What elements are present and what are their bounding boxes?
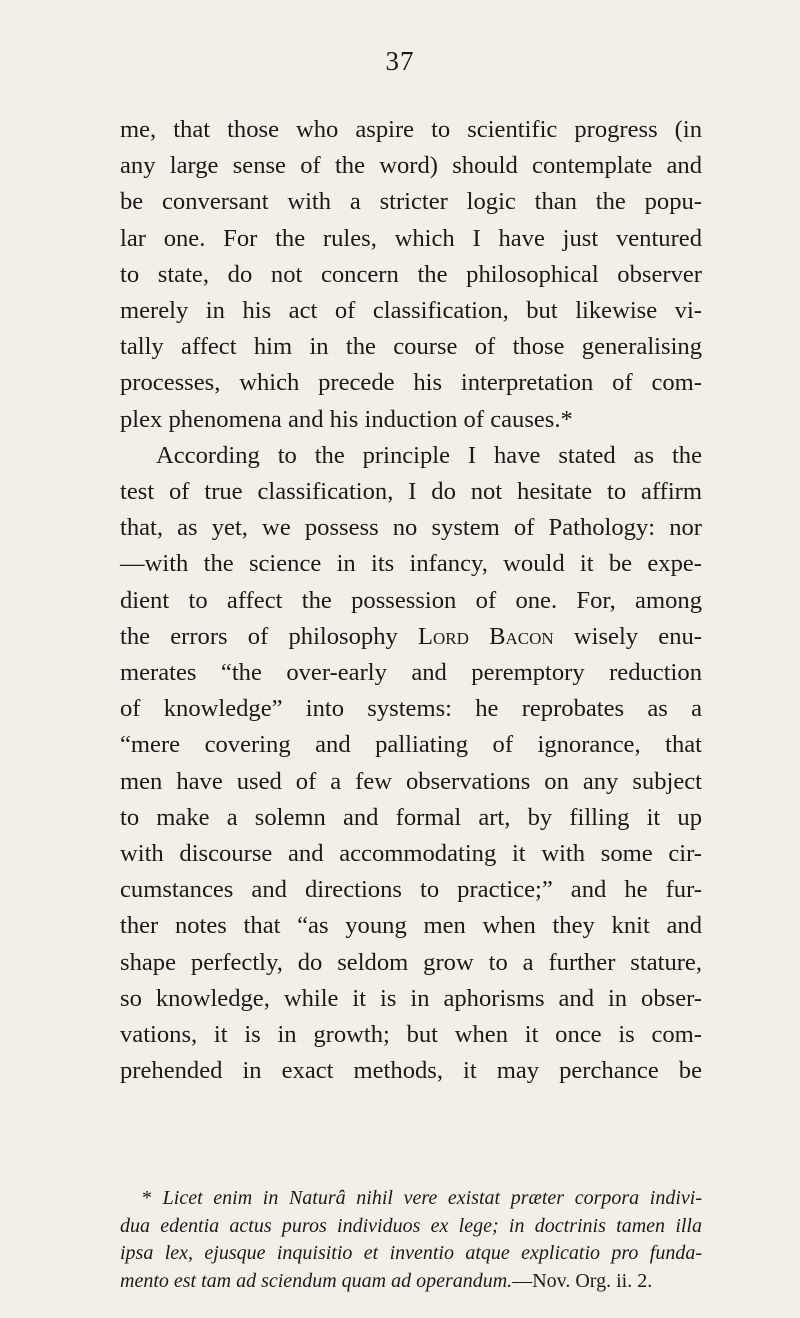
- text-line: that, as yet, we possess no system of Pathology: nor: [120, 514, 702, 542]
- text-line: cumstances and directions to practice;” and he fur-: [120, 876, 702, 904]
- text-line: According to the principle I have stated as the: [156, 441, 702, 469]
- text-line: any large sense of the word) should contemplate and: [120, 152, 702, 180]
- text-line: vations, it is in growth; but when it once is com-: [120, 1021, 702, 1049]
- footnote-marker: *: [142, 1187, 152, 1209]
- text-line: “mere covering and palliating of ignorance, that: [120, 731, 702, 759]
- text-line: lar one. For the rules, which I have just ventured: [120, 224, 702, 252]
- text-line: plex phenomena and his induction of causes.*: [120, 405, 573, 433]
- text-line: merates “the over-early and peremptory reduction: [120, 659, 702, 687]
- text-line: to make a solemn and formal art, by filling it up: [120, 803, 702, 831]
- text-line: tally affect him in the course of those generalising: [120, 333, 702, 361]
- text-fragment: the errors of philosophy: [120, 622, 398, 650]
- text-line: to state, do not concern the philosophical observer: [120, 260, 702, 288]
- page-number: 37: [385, 46, 415, 76]
- text-line-composite: [120, 619, 702, 655]
- footnote-text: ipsa lex, ejusque inquisitio et inventio atque explicatio pro funda-: [120, 1242, 702, 1264]
- text-line: —with the science in its infancy, would it be expe-: [120, 550, 702, 578]
- footnote-line: [120, 1213, 702, 1241]
- text-line: merely in his act of classification, but likewise vi-: [120, 297, 702, 325]
- text-line: test of true classification, I do not hesitate to affirm: [120, 478, 702, 506]
- footnote-text: dua edentia actus puros individuos ex lege; in doctrinis tamen illa: [120, 1214, 702, 1237]
- footnote-citation: —Nov. Org. ii. 2.: [512, 1269, 653, 1292]
- text-line: dient to affect the possession of one. For, among: [120, 586, 702, 614]
- text-fragment: wisely enu-: [573, 622, 702, 650]
- text-line: of knowledge” into systems: he reprobates as a: [120, 695, 702, 723]
- body-text: [120, 112, 702, 1089]
- footnote: [120, 1185, 702, 1295]
- footnote-line: [120, 1185, 702, 1213]
- text-line: shape perfectly, do seldom grow to a further stature,: [120, 948, 702, 976]
- text-line: so knowledge, while it is in aphorisms and in obser-: [120, 984, 702, 1012]
- footnote-text: Licet enim in Naturâ nihil vere existat præter corpora indivi-: [162, 1187, 702, 1209]
- footnote-line: [120, 1268, 702, 1296]
- text-line: ther notes that “as young men when they knit and: [120, 912, 702, 940]
- footnote-text: mento est tam ad sciendum quam ad operandum.: [120, 1269, 513, 1292]
- text-line: me, that those who aspire to scientific progress (in: [120, 116, 702, 143]
- footnote-line: [120, 1240, 702, 1268]
- text-line: prehended in exact methods, it may perchance be: [120, 1057, 702, 1085]
- text-line: be conversant with a stricter logic than the popu-: [120, 188, 702, 216]
- text-line: with discourse and accommodating it with some cir-: [120, 840, 702, 868]
- author-name-small-caps: Lord Bacon: [418, 622, 554, 650]
- text-line: processes, which precede his interpretation of com-: [120, 369, 702, 397]
- text-line: men have used of a few observations on any subject: [120, 767, 702, 795]
